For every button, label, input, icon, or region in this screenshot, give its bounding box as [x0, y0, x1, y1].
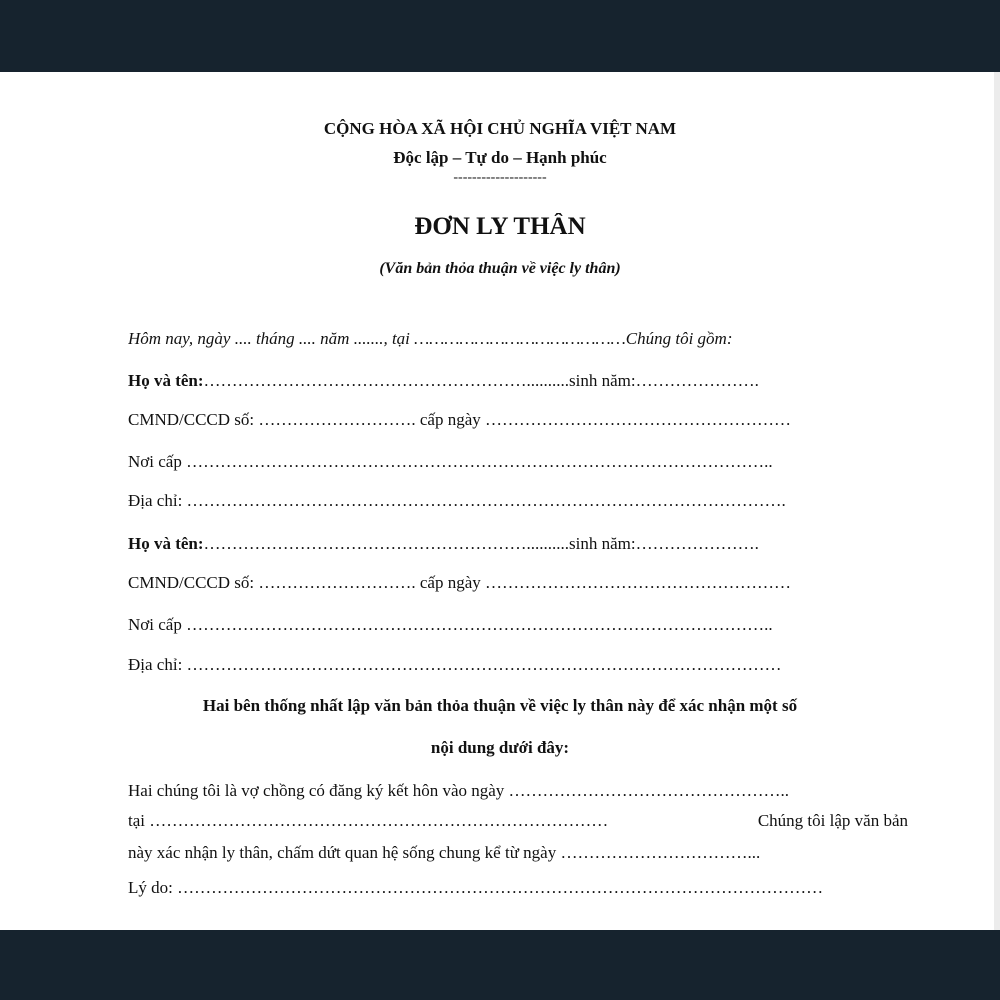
agreement-line-1: Hai bên thống nhất lập văn bản thỏa thuận về việc ly thân này để xác nhận một số — [202, 696, 798, 715]
country-heading: CỘNG HÒA XÃ HỘI CHỦ NGHĨA VIỆT NAM — [323, 119, 677, 138]
heading-rule: -------------------- — [453, 170, 547, 185]
party2-name-row — [128, 534, 908, 554]
party2-name-field: …………………………………………………..........sinh năm:…………………. — [203, 534, 759, 553]
separation-date-row: này xác nhận ly thân, chấm dứt quan hệ sống chung kể từ ngày ……………………………... — [128, 843, 761, 862]
party1-address-row: Địa chỉ: ……………………………………………………………………………………………. — [128, 491, 786, 510]
reason-row: Lý do: …………………………………………………………………………………………………… — [128, 878, 824, 897]
page-edge — [994, 72, 1000, 930]
marriage-place-tail: Chúng tôi lập văn bản — [757, 811, 908, 830]
party1-name-field: …………………………………………………..........sinh năm:…………………. — [203, 371, 759, 390]
document-subtitle: (Văn bản thỏa thuận về việc ly thân) — [379, 260, 621, 277]
party2-place-row: Nơi cấp ………………………………………………………………………………………….. — [128, 615, 773, 634]
party1-place-row: Nơi cấp ………………………………………………………………………………………….. — [128, 452, 773, 471]
party2-name-label: Họ và tên: — [128, 534, 204, 553]
document-title: ĐƠN LY THÂN — [414, 213, 586, 240]
party1-name-label: Họ và tên: — [128, 371, 204, 390]
party2-id-row: CMND/CCCD số: ………………………. cấp ngày ……………………………………………… — [128, 573, 791, 592]
agreement-line-2: nội dung dưới đây: — [430, 738, 570, 757]
motto-heading: Độc lập – Tự do – Hạnh phúc — [393, 148, 607, 167]
marriage-place-row — [128, 811, 908, 831]
party2-address-row: Địa chỉ: …………………………………………………………………………………………… — [128, 655, 782, 674]
party1-name-row — [128, 371, 908, 391]
intro-line: Hôm nay, ngày .... tháng .... năm ......., tại ……………………………………Chúng tôi gồm: — [128, 329, 733, 348]
party1-id-row: CMND/CCCD số: ………………………. cấp ngày ……………………………………………… — [128, 410, 791, 429]
marriage-date-row: Hai chúng tôi là vợ chồng có đăng ký kết hôn vào ngày ………………………………………….. — [128, 781, 790, 800]
marriage-place-field: tại ……………………………………………………………………… — [128, 811, 609, 830]
